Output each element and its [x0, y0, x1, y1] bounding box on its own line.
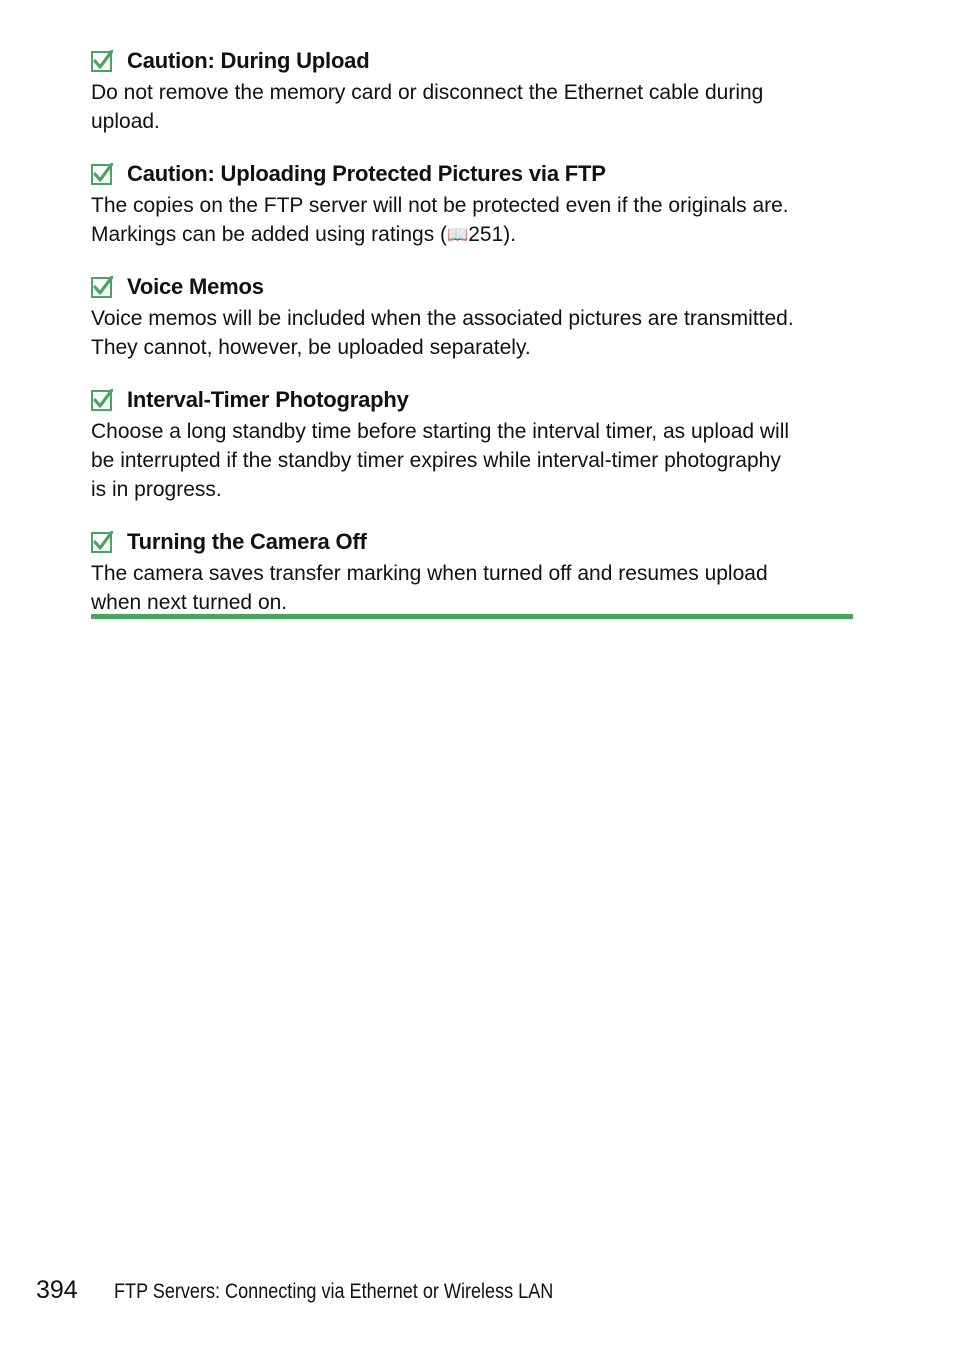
- page-reference-link[interactable]: 251: [468, 223, 504, 246]
- note-text-line: Voice memos will be included when the associated pictures are transmitted.: [91, 307, 794, 330]
- note-heading: [91, 157, 853, 191]
- note-title: Interval-Timer Photography: [127, 387, 409, 412]
- note-heading: [91, 44, 853, 78]
- note-protected-pictures: [91, 157, 853, 249]
- note-body: [91, 559, 853, 617]
- note-text-line: Do not remove the memory card or disconnect the Ethernet cable during: [91, 81, 764, 104]
- book-icon: 📖: [447, 225, 469, 244]
- note-text-line: be interrupted if the standby timer expires while interval-timer photography: [91, 449, 781, 472]
- section-divider: [91, 614, 853, 619]
- note-title: Turning the Camera Off: [127, 529, 367, 554]
- note-text-line: when next turned on.: [91, 591, 288, 614]
- footer-section-title: FTP Servers: Connecting via Ethernet or Wireless LAN: [113, 1280, 554, 1303]
- note-text-line: They cannot, however, be uploaded separately.: [91, 336, 531, 359]
- note-text: Markings can be added using ratings (: [91, 223, 448, 246]
- note-text-line-with-reference: [91, 220, 853, 249]
- note-title: Voice Memos: [127, 274, 264, 299]
- note-during-upload: [91, 44, 853, 136]
- check-mark-icon: [91, 389, 113, 411]
- note-title: Caution: During Upload: [127, 48, 370, 73]
- note-text-line: The copies on the FTP server will not be protected even if the originals are.: [91, 194, 789, 217]
- check-mark-icon: [91, 50, 113, 72]
- page-footer: [36, 1276, 625, 1305]
- check-mark-icon: [91, 276, 113, 298]
- note-body: [91, 78, 853, 136]
- note-text-line: upload.: [91, 110, 160, 133]
- note-title: Caution: Uploading Protected Pictures via FTP: [127, 161, 606, 186]
- note-camera-off: [91, 525, 853, 617]
- note-text: ).: [503, 223, 517, 246]
- check-mark-icon: [91, 163, 113, 185]
- page-content: [91, 44, 853, 638]
- note-voice-memos: [91, 270, 853, 362]
- note-interval-timer: [91, 383, 853, 504]
- page-number: 394: [36, 1276, 78, 1304]
- note-body: [91, 417, 853, 504]
- check-mark-icon: [91, 531, 113, 553]
- note-heading: [91, 383, 853, 417]
- note-heading: [91, 525, 853, 559]
- note-body: [91, 191, 853, 249]
- note-heading: [91, 270, 853, 304]
- note-text-line: The camera saves transfer marking when turned off and resumes upload: [91, 562, 768, 585]
- note-text-line: is in progress.: [91, 478, 222, 501]
- note-text-line: Choose a long standby time before starting the interval timer, as upload will: [91, 420, 790, 443]
- note-body: [91, 304, 853, 362]
